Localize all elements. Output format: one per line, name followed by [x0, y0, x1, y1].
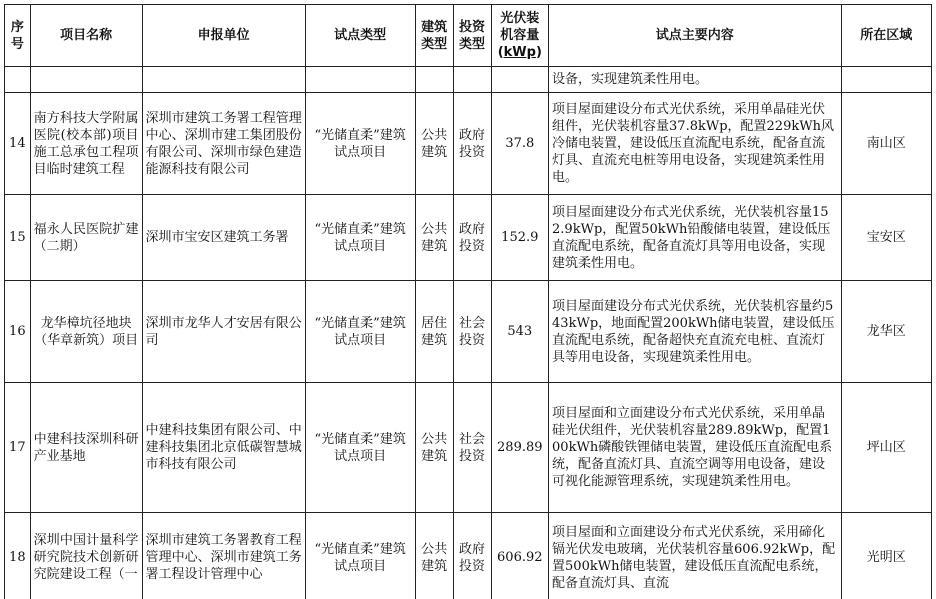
row-invest-type: 政府投资 [453, 93, 491, 195]
header-seq: 序号 [5, 5, 31, 67]
row-content: 项目屋面建设分布式光伏系统，光伏装机容量152.9kWp，配置50kWh铅酸储电装置，建设低压直流配电系统，配备直流灯具等用电设备，实现建筑柔性用电。 [549, 195, 842, 281]
row-invest-type: 社会投资 [453, 383, 491, 513]
row-pilot-type: “光储直柔”建筑试点项目 [305, 513, 415, 599]
row-unit: 深圳市龙华人才安居有限公司 [142, 281, 305, 383]
row-building-type: 居住建筑 [415, 281, 453, 383]
row-district: 坪山区 [841, 383, 931, 513]
row-unit: 深圳市宝安区建筑工务署 [142, 195, 305, 281]
row-capacity: 543 [491, 281, 548, 383]
row-unit: 深圳市建筑工务署工程管理中心、深圳市建工集团股份有限公司、深圳市绿色建造能源科技有限公司 [142, 93, 305, 195]
table-row [5, 195, 932, 281]
continuation-row [5, 67, 932, 93]
row-seq: 16 [5, 281, 31, 383]
row-capacity: 289.89 [491, 383, 548, 513]
table-row [5, 383, 932, 513]
header-capacity-label: 光伏装机容量 [500, 11, 540, 43]
row-building-type: 公共建筑 [415, 195, 453, 281]
header-row [5, 5, 932, 67]
row-building-type: 公共建筑 [415, 513, 453, 599]
row-capacity: 152.9 [491, 195, 548, 281]
row-district: 光明区 [841, 513, 931, 599]
continuation-content: 设备，实现建筑柔性用电。 [549, 67, 842, 93]
row-pilot-type: “光储直柔”建筑试点项目 [305, 281, 415, 383]
table-row [5, 281, 932, 383]
row-pilot-type: “光储直柔”建筑试点项目 [305, 93, 415, 195]
row-content: 项目屋面和立面建设分布式光伏系统，采用单晶硅光伏组件，光伏装机容量289.89kWp，配置100kWh磷酸铁锂储电装置，建设低压直流配电系统，配备直流灯具、直流空调等用电设备，建设可视化能源管理系统，实现建筑柔性用电。 [549, 383, 842, 513]
header-pilot-type: 试点类型 [305, 5, 415, 67]
header-district: 所在区域 [841, 5, 931, 67]
row-seq: 17 [5, 383, 31, 513]
row-district: 龙华区 [841, 281, 931, 383]
header-capacity-unit: kWp [503, 45, 536, 60]
header-building-type: 建筑类型 [415, 5, 453, 67]
row-district: 南山区 [841, 93, 931, 195]
row-project-name: 深圳中国计量科学研究院技术创新研究院建设工程（一 [30, 513, 142, 599]
row-invest-type: 政府投资 [453, 195, 491, 281]
row-content: 项目屋面和立面建设分布式光伏系统，采用碲化镉光伏发电玻璃，光伏装机容量606.92kWp，配置500kWh储电装置，建设低压直流配电系统，配备直流灯具、直流 [549, 513, 842, 599]
header-name: 项目名称 [30, 5, 142, 67]
row-capacity: 37.8 [491, 93, 548, 195]
row-seq: 15 [5, 195, 31, 281]
row-unit: 深圳市建筑工务署教育工程管理中心、深圳市建筑工务署工程设计管理中心 [142, 513, 305, 599]
pilot-projects-table [4, 4, 932, 599]
row-seq: 18 [5, 513, 31, 599]
row-building-type: 公共建筑 [415, 93, 453, 195]
row-seq: 14 [5, 93, 31, 195]
row-project-name: 南方科技大学附属医院(校本部)项目施工总承包工程项目临时建筑工程 [30, 93, 142, 195]
row-invest-type: 社会投资 [453, 281, 491, 383]
header-unit: 申报单位 [142, 5, 305, 67]
row-project-name: 中建科技深圳科研产业基地 [30, 383, 142, 513]
row-district: 宝安区 [841, 195, 931, 281]
row-project-name: 福永人民医院扩建（二期） [30, 195, 142, 281]
row-project-name: 龙华樟坑径地块（华章新筑）项目 [30, 281, 142, 383]
table-row [5, 513, 932, 599]
row-capacity: 606.92 [491, 513, 548, 599]
header-capacity: 光伏装机容量 (kWp) [491, 5, 548, 67]
table-row [5, 93, 932, 195]
header-invest-type: 投资类型 [453, 5, 491, 67]
row-pilot-type: “光储直柔”建筑试点项目 [305, 195, 415, 281]
header-content: 试点主要内容 [549, 5, 842, 67]
row-content: 项目屋面建设分布式光伏系统，采用单晶硅光伏组件，光伏装机容量37.8kWp，配置229kWh风冷储电装置，建设低压直流配电系统，配备直流灯具、直流充电桩等用电设备，实现建筑柔性用电。 [549, 93, 842, 195]
row-pilot-type: “光储直柔”建筑试点项目 [305, 383, 415, 513]
row-unit: 中建科技集团有限公司、中建科技集团北京低碳智慧城市科技有限公司 [142, 383, 305, 513]
row-building-type: 公共建筑 [415, 383, 453, 513]
row-invest-type: 政府投资 [453, 513, 491, 599]
row-content: 项目屋面建设分布式光伏系统，光伏装机容量约543kWp，地面配置200kWh储电装置，建设低压直流配电系统，配备超快充直流充电桩、直流灯具等用电设备，实现建筑柔性用电。 [549, 281, 842, 383]
